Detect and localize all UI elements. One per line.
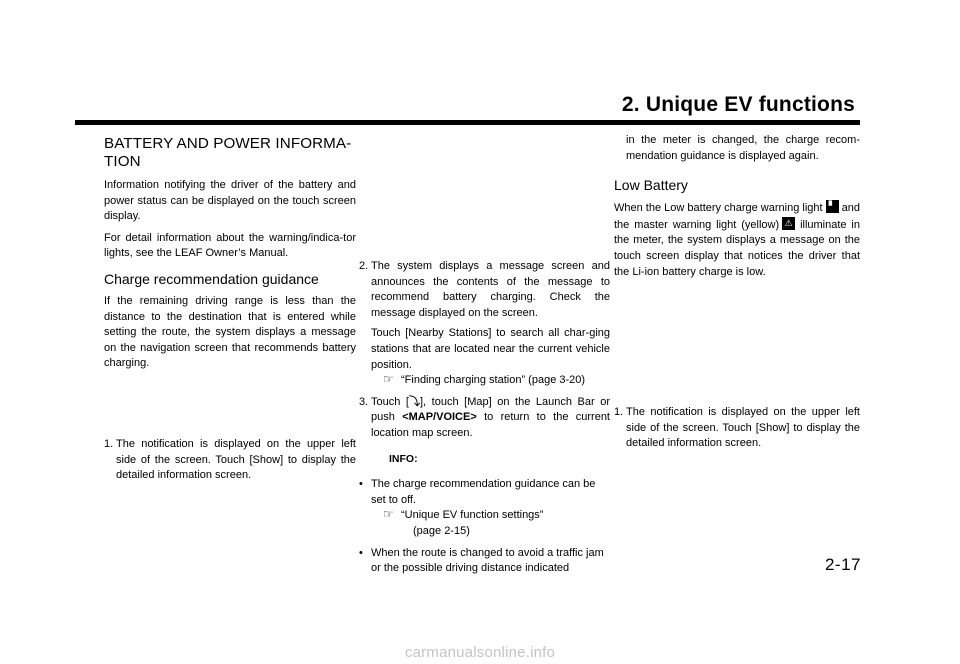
continued-paragraph: in the meter is changed, the charge recom-mendation guidance is displayed again. — [626, 134, 860, 162]
column-right — [614, 133, 860, 286]
info-label: INFO: — [389, 452, 418, 465]
bullet-1 — [359, 477, 610, 508]
master-warning-icon: ⚠ — [782, 217, 795, 230]
watermark: carmanualsonline.info — [404, 644, 556, 661]
low-battery-warning-icon: ▘ — [826, 200, 839, 213]
detail-paragraph: For detail information about the warning/indica-tor lights, see the LEAF Owner’s Manual. — [104, 231, 356, 260]
subsection-title-charge: Charge recommendation guidance — [104, 270, 319, 287]
low-battery-text-2: and the master warning light (yellow) — [614, 202, 860, 231]
subsection-title-low-battery: Low Battery — [614, 177, 688, 194]
step-number: 3. — [359, 395, 369, 408]
step-text: The system displays a message screen and announces the contents of the message to recommend battery charging. Check the message displayed on the screen. — [371, 260, 610, 319]
step-2 — [359, 259, 610, 321]
step-text-post: ], touch [Map] on the Launch Bar or push — [371, 395, 610, 424]
step-number: 1. — [104, 438, 114, 450]
step-text-pre: Touch [ — [371, 395, 409, 408]
step-text: The notification is displayed on the upper left side of the screen. Touch [Show] to display the detailed information screen. — [626, 406, 860, 450]
reference-hand-icon: ☞ — [383, 372, 394, 387]
bullet-text: The charge recommendation guidance can be set to off. — [371, 478, 596, 506]
step-number: 2. — [359, 260, 369, 272]
back-arrow-icon: ⤵ — [408, 395, 420, 408]
chapter-title: 2. Unique EV functions — [621, 93, 855, 116]
section-title: BATTERY AND POWER INFORMA- TION — [104, 135, 352, 170]
cross-reference-text: “Finding charging station” (page 3-20) — [401, 374, 586, 387]
low-battery-text-1: When the Low battery charge warning light — [614, 202, 823, 215]
cross-reference-charging — [359, 373, 610, 389]
cross-reference-text: “Unique EV function settings” — [401, 509, 544, 522]
bullet-text: When the route is changed to avoid a traffic jam or the possible driving distance indicated — [371, 546, 604, 575]
nearby-stations-paragraph: Touch [Nearby Stations] to search all char-ging stations that are located near the current vehicle position. — [371, 327, 610, 371]
reference-hand-icon: ☞ — [383, 507, 394, 522]
column-right-step — [614, 405, 860, 452]
cross-reference-page: (page 2-15) — [413, 524, 470, 537]
cross-reference-settings — [359, 508, 610, 539]
low-battery-paragraph — [614, 200, 860, 280]
step-1-left — [104, 437, 356, 484]
map-voice-key: <MAP/VOICE> — [402, 411, 477, 424]
step-3 — [359, 395, 610, 442]
step-text: The notification is displayed on the upper left side of the screen. Touch [Show] to display the detailed information screen. — [116, 438, 356, 482]
page-number: 2-17 — [824, 555, 861, 574]
column-left — [104, 135, 356, 378]
column-middle — [359, 259, 610, 577]
low-battery-text-3: illuminate in the meter, the system displays a message on the touch screen display that notices the driver that the Li-ion battery charge is low. — [614, 218, 860, 278]
intro-paragraph: Information notifying the driver of the battery and power status can be displayed on the touch screen display. — [104, 179, 356, 223]
step-number: 1. — [614, 406, 624, 418]
bullet-dot: • — [359, 478, 363, 491]
bullet-dot: • — [359, 546, 363, 559]
column-left-step — [104, 437, 356, 484]
charge-guidance-paragraph: If the remaining driving range is less than the distance to the destination that is entered while setting the route, the system displays a message on the navigation screen that recommends battery charging. — [104, 294, 356, 370]
step-text-end: to return to the current location map screen. — [371, 411, 610, 439]
header-rule — [75, 120, 860, 125]
bullet-2 — [359, 546, 610, 577]
step-1-right — [614, 405, 860, 452]
